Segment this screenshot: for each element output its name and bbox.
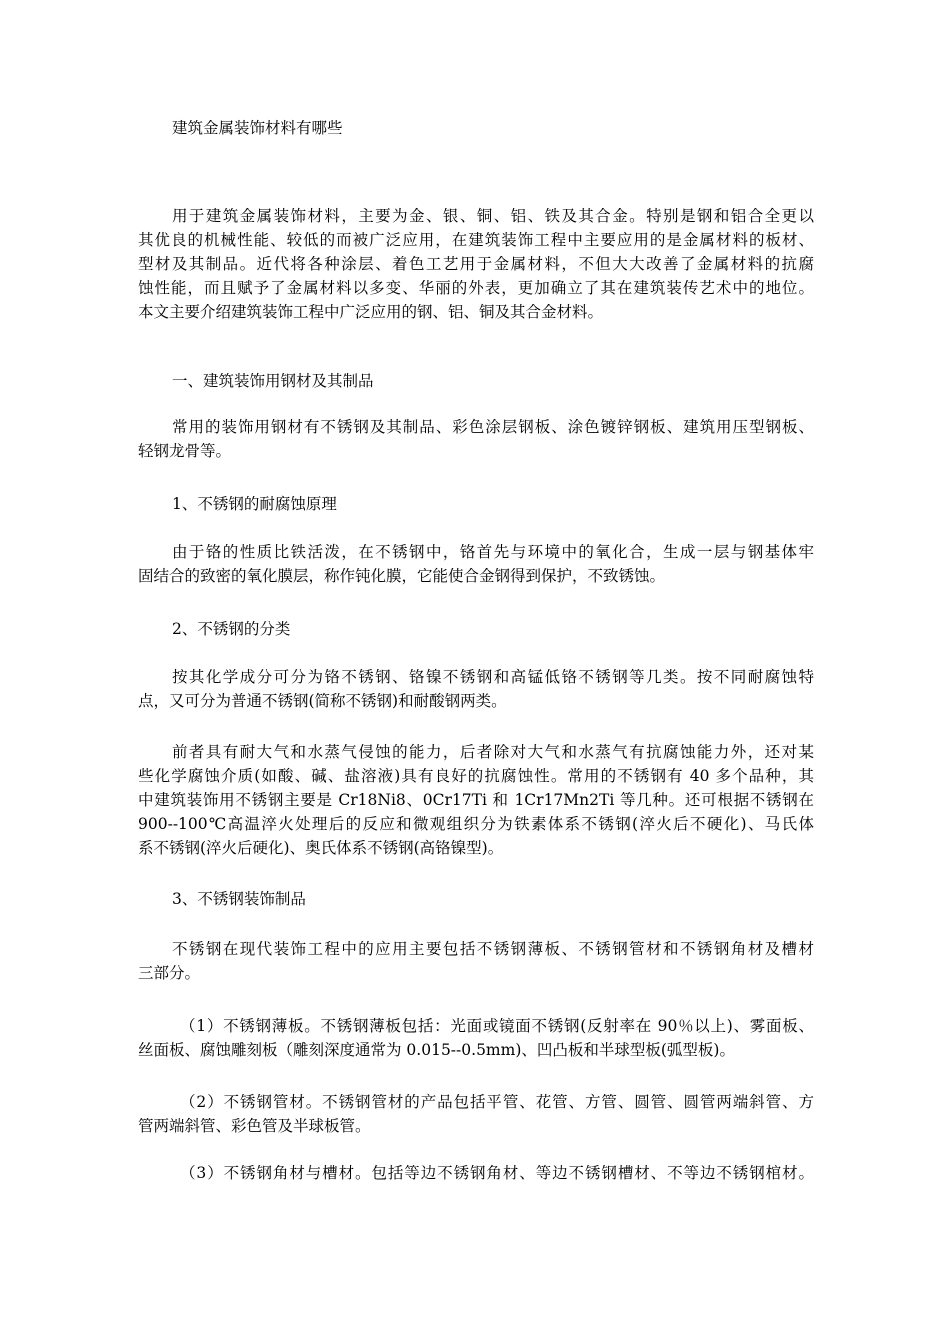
heading-text: 一、建筑装饰用钢材及其制品 bbox=[172, 372, 374, 390]
text-line: 中建筑装饰用不锈钢主要是 Cr18Ni8、0Cr17Ti 和 1Cr17Mn2Ti 等几种。还可根据不锈钢在 bbox=[138, 791, 814, 809]
text-line: 型材及其制品。近代将各种涂层、着色工艺用于金属材料，不但大大改善了金属材料的抗腐 bbox=[138, 255, 814, 273]
text-line: 轻钢龙骨等。 bbox=[138, 442, 232, 460]
text-line: 由于铬的性质比铁活泼，在不锈钢中，铬首先与环境中的氧化合，生成一层与钢基体牢 bbox=[172, 543, 814, 561]
text-line: （2）不锈钢管材。不锈钢管材的产品包括平管、花管、方管、圆管、圆管两端斜管、方 bbox=[180, 1093, 814, 1111]
section-heading-steel bbox=[138, 369, 814, 393]
paragraph-classification bbox=[138, 665, 814, 713]
text-line: 系不锈钢(淬火后硬化)、奥氏体系不锈钢(高铬镍型)。 bbox=[138, 839, 504, 857]
text-line: 常用的装饰用钢材有不锈钢及其制品、彩色涂层钢板、涂色镀锌钢板、建筑用压型钢板、 bbox=[172, 418, 814, 436]
text-line: 丝面板、腐蚀雕刻板（雕刻深度通常为 0.015--0.5mm)、凹凸板和半球型板(弧型板)。 bbox=[138, 1041, 735, 1059]
text-line: 些化学腐蚀介质(如酸、碱、盐溶液)具有良好的抗腐蚀性。常用的不锈钢有 40 多个品种，其 bbox=[138, 767, 814, 785]
text-line: 900--100℃高温淬火处理后的反应和微观组织分为铁素体系不锈钢(淬火后不硬化)、马氏体 bbox=[138, 815, 814, 833]
paragraph-common-steel bbox=[138, 415, 814, 463]
text-line: 按其化学成分可分为铬不锈钢、铬镍不锈钢和高锰低铬不锈钢等几类。按不同耐腐蚀特 bbox=[172, 668, 814, 686]
text-line: （3）不锈钢角材与槽材。包括等边不锈钢角材、等边不锈钢槽材、不等边不锈钢棺材。 bbox=[180, 1164, 814, 1182]
paragraph-angles-channels bbox=[138, 1161, 814, 1185]
paragraph-pipes bbox=[138, 1090, 814, 1138]
text-line: 本文主要介绍建筑装饰工程中广泛应用的钢、铝、铜及其合金材料。 bbox=[138, 303, 604, 321]
text-line: 蚀性能，而且赋予了金属材料以多变、华丽的外表，更加确立了其在建筑装传艺术中的地位。 bbox=[138, 279, 814, 297]
text-line: 点，又可分为普通不锈钢(简称不锈钢)和耐酸钢两类。 bbox=[138, 692, 507, 710]
text-line: 管两端斜管、彩色管及半球板管。 bbox=[138, 1117, 371, 1135]
paragraph-intro bbox=[138, 204, 814, 324]
paragraph-applications bbox=[138, 937, 814, 985]
text-line: 固结合的致密的氧化膜层，称作钝化膜，它能使合金钢得到保护，不致锈蚀。 bbox=[138, 567, 666, 585]
subheading-classification bbox=[138, 617, 814, 641]
text-line: 其优良的机械性能、较低的而被广泛应用，在建筑装饰工程中主要应用的是金属材料的板材、 bbox=[138, 231, 814, 249]
heading-text: 3、不锈钢装饰制品 bbox=[172, 890, 306, 908]
text-line: 用于建筑金属装饰材料，主要为金、银、铜、铝、铁及其合金。特别是钢和铝合全更以 bbox=[172, 207, 814, 225]
paragraph-corrosion bbox=[138, 540, 814, 588]
paragraph-stainless-types bbox=[138, 740, 814, 860]
text-line: 前者具有耐大气和水蒸气侵蚀的能力，后者除对大气和水蒸气有抗腐蚀能力外，还对某 bbox=[172, 743, 814, 761]
text-line: （1）不锈钢薄板。不锈钢薄板包括：光面或镜面不锈钢(反射率在 90％以上)、雾面板、 bbox=[180, 1017, 814, 1035]
subheading-decorative-products bbox=[138, 887, 814, 911]
document-title: 建筑金属装饰材料有哪些 bbox=[172, 119, 343, 137]
text-line: 三部分。 bbox=[138, 964, 201, 982]
heading-text: 2、不锈钢的分类 bbox=[172, 620, 291, 638]
text-line: 不锈钢在现代装饰工程中的应用主要包括不锈钢薄板、不锈钢管材和不锈钢角材及槽材 bbox=[172, 940, 814, 958]
paragraph-thin-plate bbox=[138, 1014, 814, 1062]
subheading-corrosion-principle bbox=[138, 492, 814, 516]
heading-text: 1、不锈钢的耐腐蚀原理 bbox=[172, 495, 337, 513]
